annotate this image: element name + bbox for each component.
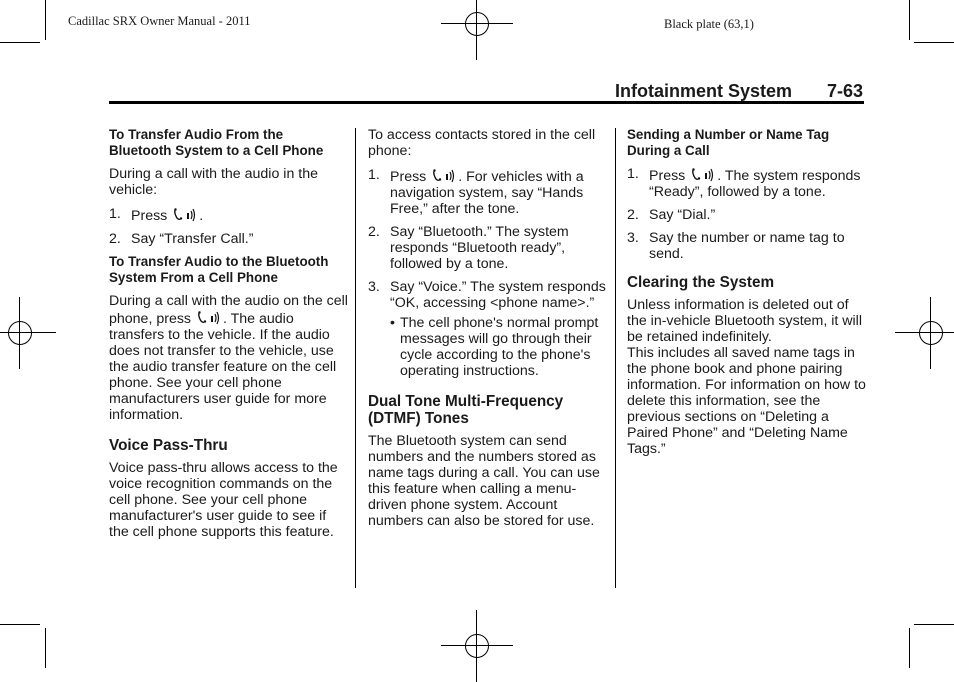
column-3 <box>627 127 867 465</box>
crop-mark <box>45 628 46 668</box>
section-heading: Voice Pass-Thru <box>109 437 228 454</box>
crop-mark <box>909 628 910 668</box>
column-divider <box>615 128 616 588</box>
registration-mark-top <box>441 0 513 60</box>
step: 2. Say “Transfer Call.” <box>109 231 254 247</box>
paragraph: To access contacts stored in the cell phone: <box>368 127 596 159</box>
step-list <box>109 206 349 247</box>
registration-mark-bottom <box>441 610 513 682</box>
manual-title: Cadillac SRX Owner Manual - 2011 <box>68 14 251 28</box>
phone-voice-icon <box>430 167 458 183</box>
step-list <box>627 166 867 262</box>
phone-voice-icon <box>171 206 199 222</box>
page-number: 7-63 <box>827 81 864 101</box>
step: 1. Press . The system responds “Ready”, followed by a tone. <box>627 166 861 200</box>
column-1 <box>109 127 349 548</box>
step: 3. Say “Voice.” The system responds “OK, accessing <phone name>.” • The cell phone's normal prompt messages will go through their cycle according to the phone's operating instructions. <box>368 279 608 379</box>
section-heading: Dual Tone Multi-Frequency (DTMF) Tones <box>368 393 564 427</box>
step-list <box>368 167 608 379</box>
crop-mark <box>914 42 954 43</box>
crop-mark <box>0 42 40 43</box>
section-heading: Clearing the System <box>627 274 775 291</box>
plate-label: Black plate (63,1) <box>664 17 754 31</box>
phone-voice-icon <box>195 309 223 325</box>
step: 2. Say “Dial.” <box>627 207 716 223</box>
step: 1. Press . <box>109 206 204 224</box>
subheading: Sending a Number or Name Tag During a Call <box>627 127 830 158</box>
crop-mark <box>914 624 954 625</box>
paragraph: Voice pass-thru allows access to the voice recognition commands on the cell phone. See your cell phone manufacturer's user guide to see if the cell phone supports this feature. <box>109 460 338 540</box>
crop-mark <box>45 0 46 40</box>
paragraph: Unless information is deleted out of the in-vehicle Bluetooth system, it will be retained indefinitely. <box>627 297 862 345</box>
paragraph: This includes all saved name tags in the phone book and phone pairing information. For information on how to delete this information, see the previous sections on “Deleting a Paired Phone” and “Deleting Name Tags.” <box>627 345 866 457</box>
registration-mark-right <box>895 297 954 369</box>
subheading: To Transfer Audio to the Bluetooth System From a Cell Phone <box>109 254 329 285</box>
step: 3. Say the number or name tag to send. <box>627 230 845 262</box>
crop-mark <box>909 0 910 40</box>
step: 2. Say “Bluetooth.” The system responds “Bluetooth ready”, followed by a tone. <box>368 224 569 272</box>
paragraph: The Bluetooth system can send numbers and the numbers stored as name tags during a call. You can use this feature when calling a menu-driven phone system. Account numbers can also be stored for use. <box>368 433 600 529</box>
subheading: To Transfer Audio From the Bluetooth System to a Cell Phone <box>109 127 324 158</box>
section-title: Infotainment System <box>615 81 793 101</box>
paragraph: During a call with the audio in the vehicle: <box>109 166 318 198</box>
step: 1. Press . For vehicles with a navigation system, say “Hands Free,” after the tone. <box>368 167 584 217</box>
crop-mark <box>0 624 40 625</box>
bullet-item: • The cell phone's normal prompt messages will go through their cycle according to the phone's operating instructions. <box>390 315 599 379</box>
registration-mark-left <box>0 297 56 369</box>
header-rule <box>109 101 864 104</box>
paragraph: During a call with the audio on the cell phone, press . The audio transfers to the vehicle. If the audio does not transfer to the vehicle, use the audio transfer feature on the cell phone. See your cell phone manufacturers user guide for more information. <box>109 293 348 423</box>
column-2 <box>368 127 608 537</box>
column-divider <box>355 128 356 588</box>
phone-voice-icon <box>689 166 717 182</box>
